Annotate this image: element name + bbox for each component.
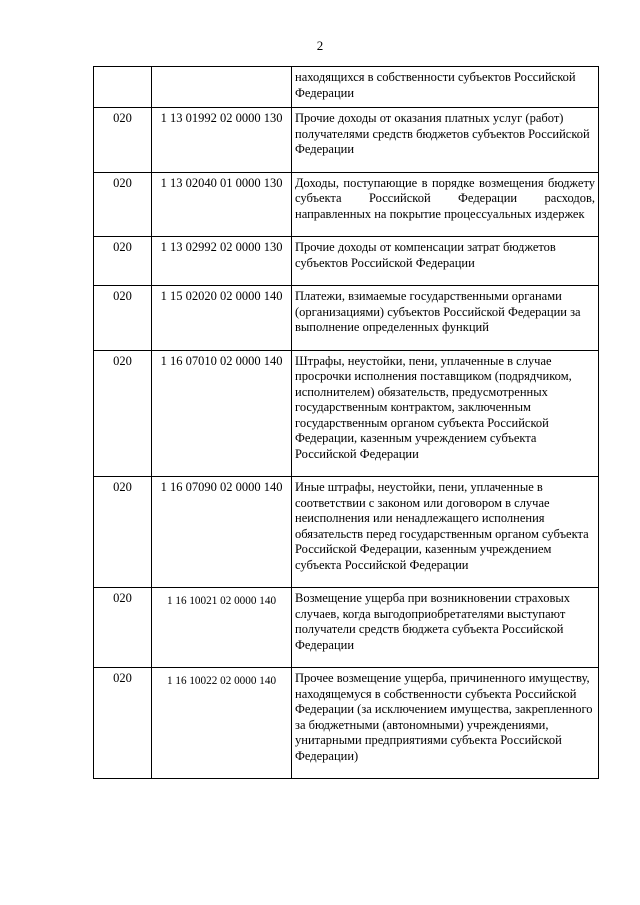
budget-code-cell: 1 16 07090 02 0000 140 bbox=[152, 477, 292, 588]
description-cell: Прочее возмещение ущерба, причиненного имуществу, находящемуся в собственности субъекта Российской Федерации (за исключением имущества, закрепленного за бюджетными (автономными) учреждениями, унитарными предприятиями субъекта Российской Федерации) bbox=[292, 668, 599, 779]
table-row bbox=[94, 477, 599, 588]
table-row bbox=[94, 237, 599, 286]
page-number: 2 bbox=[316, 38, 324, 53]
description-cell: Доходы, поступающие в порядке возмещения бюджету субъекта Российской Федерации расходов, направленных на покрытие процессуальных издержек bbox=[292, 172, 599, 237]
description-cell: Возмещение ущерба при возникновении страховых случаев, когда выгодоприобретателями выступают получатели средств бюджета субъекта Российской Федерации bbox=[292, 588, 599, 668]
table-row bbox=[94, 108, 599, 173]
description-cell: Прочие доходы от компенсации затрат бюджетов субъектов Российской Федерации bbox=[292, 237, 599, 286]
table-row bbox=[94, 350, 599, 477]
admin-code-cell: 020 bbox=[94, 350, 152, 477]
revenue-codes-table bbox=[93, 66, 599, 779]
budget-code-cell bbox=[152, 67, 292, 108]
description-cell: Иные штрафы, неустойки, пени, уплаченные в соответствии с законом или договором в случае неисполнения или ненадлежащего исполнения обязательств перед государственным органом субъекта Российской Федерации, казенным учреждением субъекта Российской Федерации bbox=[292, 477, 599, 588]
table-row bbox=[94, 668, 599, 779]
admin-code-cell: 020 bbox=[94, 588, 152, 668]
description-cell: находящихся в собственности субъектов Российской Федерации bbox=[292, 67, 599, 108]
admin-code-cell: 020 bbox=[94, 286, 152, 351]
table-row bbox=[94, 286, 599, 351]
budget-code-cell: 1 16 10022 02 0000 140 bbox=[152, 668, 292, 779]
admin-code-cell: 020 bbox=[94, 477, 152, 588]
admin-code-cell bbox=[94, 67, 152, 108]
budget-code-cell: 1 13 02992 02 0000 130 bbox=[152, 237, 292, 286]
budget-code-cell: 1 16 10021 02 0000 140 bbox=[152, 588, 292, 668]
description-cell: Прочие доходы от оказания платных услуг (работ) получателями средств бюджетов субъектов Российской Федерации bbox=[292, 108, 599, 173]
table-row bbox=[94, 588, 599, 668]
admin-code-cell: 020 bbox=[94, 108, 152, 173]
budget-code-cell: 1 13 01992 02 0000 130 bbox=[152, 108, 292, 173]
description-cell: Штрафы, неустойки, пени, уплаченные в случае просрочки исполнения поставщиком (подрядчиком, исполнителем) обязательств, предусмотренных государственным контрактом, заключенным государственным органом субъекта Российской Федерации, казенным учреждением субъекта Российской Федерации bbox=[292, 350, 599, 477]
budget-code-cell: 1 16 07010 02 0000 140 bbox=[152, 350, 292, 477]
admin-code-cell: 020 bbox=[94, 237, 152, 286]
description-cell: Платежи, взимаемые государственными органами (организациями) субъектов Российской Федерации за выполнение определенных функций bbox=[292, 286, 599, 351]
admin-code-cell: 020 bbox=[94, 668, 152, 779]
budget-code-cell: 1 15 02020 02 0000 140 bbox=[152, 286, 292, 351]
table-row bbox=[94, 172, 599, 237]
admin-code-cell: 020 bbox=[94, 172, 152, 237]
budget-code-cell: 1 13 02040 01 0000 130 bbox=[152, 172, 292, 237]
table-row bbox=[94, 67, 599, 108]
